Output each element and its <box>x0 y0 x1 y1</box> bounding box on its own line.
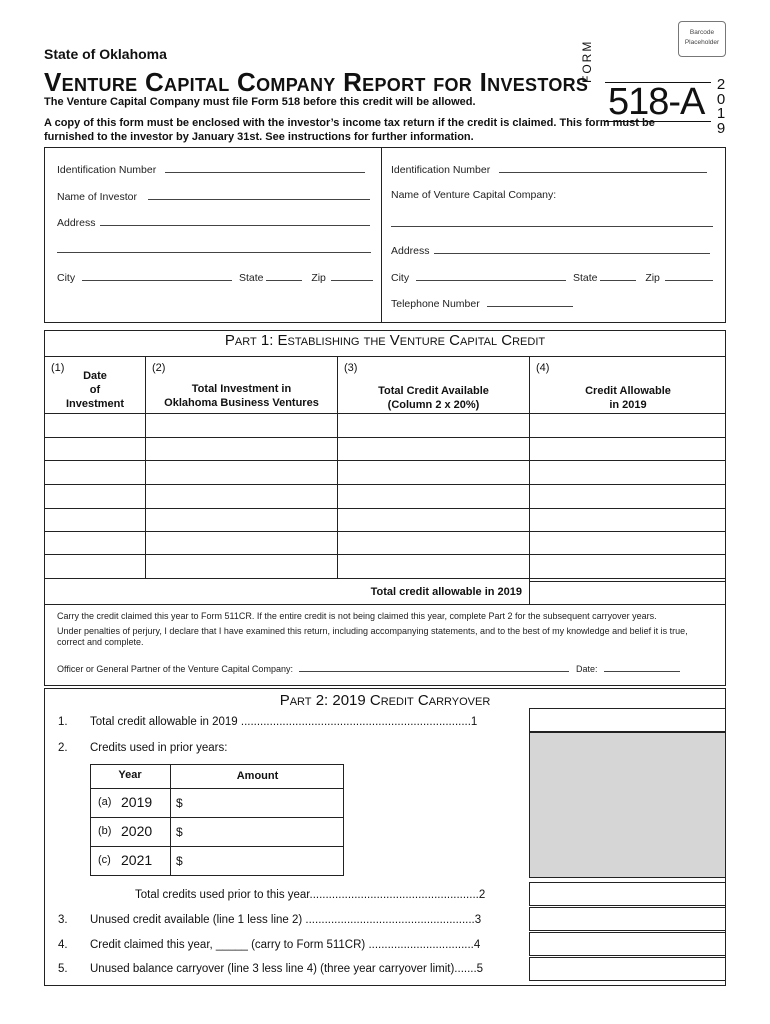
investor-address-line-2[interactable] <box>57 252 371 253</box>
investor-state-label: State <box>238 272 264 284</box>
investor-name-label: Name of Investor <box>57 191 137 203</box>
total-row-rule <box>44 604 726 605</box>
table-row[interactable] <box>44 508 726 509</box>
company-name-row <box>391 189 556 201</box>
investor-id-row <box>57 162 365 176</box>
company-city-label: City <box>391 272 410 284</box>
investor-id-label: Identification Number <box>57 164 157 176</box>
company-phone-row <box>391 296 573 310</box>
table-row[interactable] <box>44 554 726 555</box>
form-note-2: A copy of this form must be enclosed with the investor’s income tax return if the credit is claimed. This form must be furnished to the investor by January 31st. See instructions for further information. <box>44 117 655 143</box>
investor-id-field[interactable] <box>165 162 365 173</box>
table-row[interactable] <box>44 484 726 485</box>
col1-header <box>58 369 144 411</box>
line2-amount-field[interactable] <box>529 882 726 906</box>
prior-row-dollar: $ <box>176 854 183 868</box>
company-name-label: Name of Venture Capital Company: <box>391 189 557 201</box>
year-digit: 9 <box>716 119 726 137</box>
table-row[interactable] <box>44 413 726 414</box>
line5-label: Unused balance carryover (line 3 less line 4) (three year carryover limit).......5 <box>90 963 484 975</box>
col3-label: Total Credit Available <box>378 385 489 397</box>
amount-header: Amount <box>236 770 279 782</box>
perjury-statement: Under penalties of perjury, I declare that I have examined this return, including accompanying statements, and to the best of my knowledge and belief it is true, correct and complete. <box>57 626 688 647</box>
investor-state-field[interactable] <box>266 270 302 281</box>
officer-signature-field[interactable] <box>299 663 569 672</box>
prior-row-letter: (b) <box>98 825 112 837</box>
part1-title: Part 1: Establishing the Venture Capital Credit <box>224 332 546 349</box>
total-credit-field[interactable] <box>529 581 726 605</box>
line3-label: Unused credit available (line 1 less line 2) .....................................................3 <box>90 914 482 926</box>
investor-zip-field[interactable] <box>331 270 373 281</box>
shaded-area <box>529 732 726 878</box>
barcode-label: Barcode <box>689 29 715 36</box>
line2-label: Credits used in prior years: <box>90 742 228 754</box>
year-digit: 2 <box>716 76 726 93</box>
col1-label: Date <box>83 370 107 382</box>
prior-row-year: 2021 <box>121 852 153 868</box>
date-field[interactable] <box>604 663 680 672</box>
part1-title-rule <box>44 356 726 357</box>
line1-number: 1. <box>58 716 68 728</box>
form-year <box>714 78 728 136</box>
carry-note: Carry the credit claimed this year to Form 511CR. If the entire credit is not being claimed this year, complete Part 2 for the subsequent carryover years. <box>57 611 657 621</box>
form-note-1: The Venture Capital Company must file Form 518 before this credit will be allowed. <box>44 96 476 108</box>
line4-label: Credit claimed this year, _____ (carry to Form 511CR) .................................4 <box>90 939 481 951</box>
investor-city-field[interactable] <box>82 270 232 281</box>
investor-zip-label: Zip <box>311 272 326 284</box>
company-id-label: Identification Number <box>391 164 491 176</box>
officer-row <box>57 663 680 675</box>
prior-row-year: 2020 <box>121 823 153 839</box>
form-label: FORM <box>580 39 594 83</box>
prior-row-year: 2019 <box>121 794 153 810</box>
company-zip-field[interactable] <box>665 270 713 281</box>
col4-label: Credit Allowable <box>585 385 671 397</box>
col3-number: (3) <box>344 362 358 374</box>
line1-label: Total credit allowable in 2019 ........................................................................1 <box>90 716 478 728</box>
year-digit: 0 <box>716 90 726 108</box>
line3-amount-field[interactable] <box>529 907 726 931</box>
investor-address-field[interactable] <box>100 215 370 226</box>
table-row[interactable] <box>44 460 726 461</box>
investor-city-row <box>57 270 373 284</box>
prior-row-dollar: $ <box>176 825 183 839</box>
year-header: Year <box>118 769 142 781</box>
company-address-row <box>391 243 710 257</box>
investor-city-label: City <box>57 272 76 284</box>
line2-number: 2. <box>58 742 68 754</box>
line4-number: 4. <box>58 939 68 951</box>
prior-years-rule <box>90 846 344 847</box>
form-number: 518-A <box>608 81 705 123</box>
table-row[interactable] <box>44 531 726 532</box>
line5-amount-field[interactable] <box>529 957 726 981</box>
prior-row-dollar: $ <box>176 796 183 810</box>
col4-label: in 2019 <box>609 399 647 411</box>
form-title: Venture Capital Company Report for Investors <box>44 67 589 97</box>
company-state-label: State <box>572 272 598 284</box>
company-address-field[interactable] <box>434 243 710 254</box>
total-prior-label: Total credits used prior to this year.....................................................2 <box>135 889 486 901</box>
company-city-row <box>391 270 713 284</box>
company-zip-label: Zip <box>645 272 660 284</box>
investor-name-field[interactable] <box>148 189 370 200</box>
id-divider <box>381 147 382 323</box>
line3-number: 3. <box>58 914 68 926</box>
col1-number: (1) <box>51 362 65 374</box>
table-row[interactable] <box>44 578 726 579</box>
col3-label: (Column 2 x 20%) <box>387 399 480 411</box>
company-state-field[interactable] <box>600 270 636 281</box>
col1-label: Investment <box>65 398 125 410</box>
barcode-placeholder <box>678 21 726 57</box>
date-label: Date: <box>576 664 598 674</box>
year-digit: 1 <box>716 105 726 122</box>
investor-name-row <box>57 189 370 203</box>
company-phone-field[interactable] <box>487 296 573 307</box>
state-name: State of Oklahoma <box>44 46 167 62</box>
company-address-label: Address <box>391 245 430 257</box>
col2-header <box>146 382 337 410</box>
line1-amount-field[interactable] <box>529 708 726 732</box>
prior-years-header-rule <box>90 788 344 789</box>
prior-row-letter: (c) <box>98 854 111 866</box>
line4-amount-field[interactable] <box>529 932 726 956</box>
barcode-label-2: Placeholder <box>684 39 720 46</box>
col4-number: (4) <box>536 362 550 374</box>
col2-number: (2) <box>152 362 166 374</box>
col2-label: Total Investment in <box>191 383 292 395</box>
investor-address-row <box>57 215 370 229</box>
company-name-field[interactable] <box>391 226 713 227</box>
table-row[interactable] <box>44 437 726 438</box>
total-credit-label: Total credit allowable in 2019 <box>370 586 522 598</box>
prior-row-letter: (a) <box>98 796 112 808</box>
line5-number: 5. <box>58 963 68 975</box>
col2-label: Oklahoma Business Ventures <box>164 397 319 409</box>
col4-header <box>530 384 726 412</box>
company-id-field[interactable] <box>499 162 707 173</box>
officer-label: Officer or General Partner of the Venture Capital Company: <box>57 664 293 674</box>
col1-label: of <box>89 384 101 396</box>
company-phone-label: Telephone Number <box>391 298 480 310</box>
company-id-row <box>391 162 707 176</box>
col3-header <box>338 384 529 412</box>
investor-address-label: Address <box>57 217 96 229</box>
prior-years-rule <box>90 817 344 818</box>
company-city-field[interactable] <box>416 270 566 281</box>
part2-title: Part 2: 2019 Credit Carryover <box>279 692 491 709</box>
